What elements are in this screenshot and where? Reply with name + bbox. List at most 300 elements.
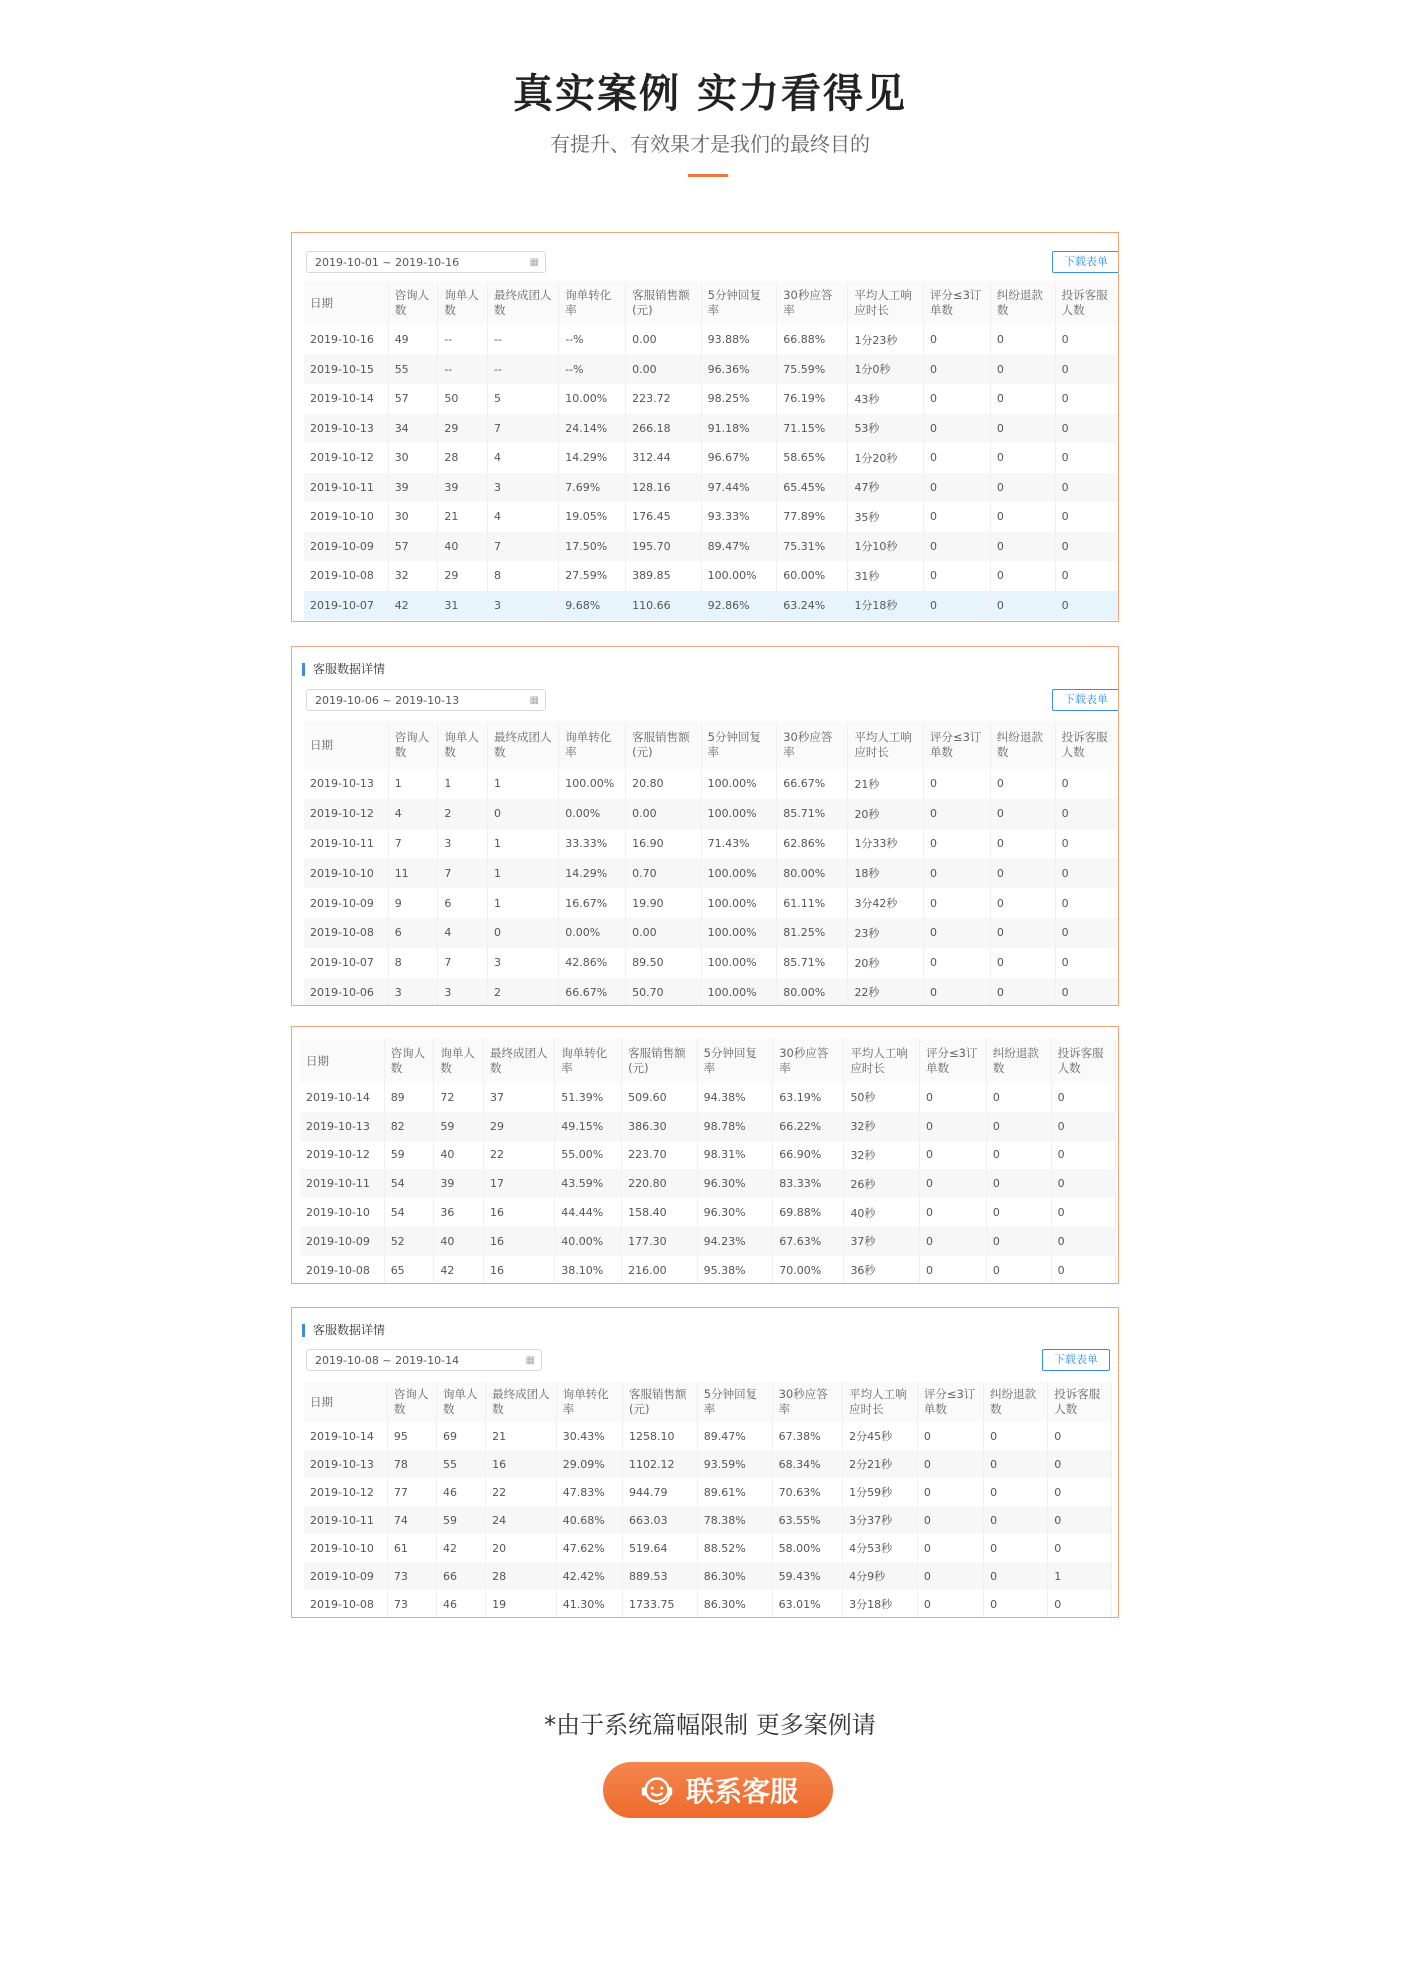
table-cell: 0 xyxy=(923,591,990,621)
table-cell: 0 xyxy=(487,918,558,948)
table-cell: 93.88% xyxy=(701,325,777,355)
table-cell: 0 xyxy=(990,561,1055,591)
column-header: 评分≤3订单数 xyxy=(923,281,990,325)
table-cell: 83.33% xyxy=(773,1169,844,1198)
table-cell: 77.89% xyxy=(777,502,848,532)
table-cell: 0 xyxy=(990,978,1055,1006)
hero-divider xyxy=(688,174,728,177)
table-cell: 0 xyxy=(923,561,990,591)
date-range-text: 2019-10-08 ~ 2019-10-14 xyxy=(315,1354,460,1367)
table-cell: 0 xyxy=(923,414,990,444)
table-row[interactable] xyxy=(304,473,1119,503)
table-header-row xyxy=(304,1382,1112,1422)
table-cell: 29 xyxy=(438,561,488,591)
table-cell: 3分37秒 xyxy=(843,1506,918,1534)
table-cell: 39 xyxy=(434,1169,484,1198)
table-cell: 0 xyxy=(1055,384,1119,414)
table-cell: 0 xyxy=(919,1141,986,1170)
table-cell: 98.78% xyxy=(697,1112,773,1141)
table-cell: 2019-10-13 xyxy=(304,1450,387,1478)
table-cell: 89.47% xyxy=(701,532,777,562)
column-header: 评分≤3订单数 xyxy=(917,1382,983,1422)
table-cell: 55 xyxy=(437,1450,486,1478)
table-cell: 0 xyxy=(984,1562,1048,1590)
table-cell: 67.63% xyxy=(773,1227,844,1256)
table-row[interactable] xyxy=(304,799,1119,829)
table-cell: 31 xyxy=(438,591,488,621)
table-cell: 69.88% xyxy=(773,1198,844,1227)
case-panel-3 xyxy=(291,1026,1119,1284)
table-cell: --% xyxy=(559,325,626,355)
table-cell: 96.30% xyxy=(697,1198,773,1227)
table-cell: 0 xyxy=(917,1422,983,1450)
table-cell: 68.34% xyxy=(772,1450,843,1478)
table-row[interactable] xyxy=(304,561,1119,591)
table-row[interactable] xyxy=(304,384,1119,414)
table-cell: 3分18秒 xyxy=(843,1590,918,1618)
table-row[interactable] xyxy=(300,1141,1116,1170)
table-cell: 91.18% xyxy=(701,414,777,444)
table-row[interactable] xyxy=(304,502,1119,532)
table-row[interactable] xyxy=(304,769,1119,799)
table-cell: 0 xyxy=(923,769,990,799)
table-cell: 3分42秒 xyxy=(848,888,924,918)
table-cell: 2019-10-07 xyxy=(304,591,388,621)
table-cell: 0 xyxy=(986,1227,1051,1256)
column-header: 客服销售额(元) xyxy=(622,1382,697,1422)
table-cell: 220.80 xyxy=(622,1169,698,1198)
table-cell: 0 xyxy=(1055,325,1119,355)
table-cell: 66.88% xyxy=(777,325,848,355)
table-cell: 519.64 xyxy=(622,1534,697,1562)
table-cell: 57 xyxy=(388,532,438,562)
table-cell: 2019-10-10 xyxy=(304,1534,387,1562)
table-cell: 47.83% xyxy=(556,1478,622,1506)
table-cell: 0 xyxy=(923,384,990,414)
table-cell: 0 xyxy=(1055,532,1119,562)
table-cell: 58.65% xyxy=(777,443,848,473)
table-cell: 4 xyxy=(388,799,438,829)
table-cell: 1 xyxy=(1048,1562,1112,1590)
table-cell: 0 xyxy=(1055,888,1119,918)
table-cell: 50秒 xyxy=(844,1083,920,1112)
table-cell: 22 xyxy=(483,1141,554,1170)
table-cell: 0 xyxy=(917,1534,983,1562)
table-cell: 0 xyxy=(1048,1506,1112,1534)
column-header: 30秒应答率 xyxy=(777,281,848,325)
table-cell: 0 xyxy=(984,1506,1048,1534)
table-cell: 73 xyxy=(387,1590,436,1618)
hero-title: 真实案例 实力看得见 xyxy=(513,71,907,117)
table-cell: -- xyxy=(438,325,488,355)
table-row[interactable] xyxy=(300,1112,1116,1141)
table-cell: 80.00% xyxy=(777,858,848,888)
table-cell: 889.53 xyxy=(622,1562,697,1590)
table-cell: 16 xyxy=(486,1450,557,1478)
table-cell: 0 xyxy=(990,888,1055,918)
table-cell: 1 xyxy=(438,769,488,799)
table-cell: 0 xyxy=(990,948,1055,978)
customer-service-icon xyxy=(638,1771,676,1809)
column-header: 纠纷退款数 xyxy=(984,1382,1048,1422)
table-cell: 92.86% xyxy=(701,591,777,621)
table-row[interactable] xyxy=(304,591,1119,621)
table-cell: 0 xyxy=(1048,1534,1112,1562)
table-cell: 100.00% xyxy=(701,978,777,1006)
table-cell: 100.00% xyxy=(701,948,777,978)
table-cell: 3 xyxy=(438,978,488,1006)
table-row[interactable] xyxy=(304,1478,1112,1506)
column-header: 投诉客服人数 xyxy=(1051,1039,1116,1083)
table-cell: 0 xyxy=(923,948,990,978)
table-cell: 82 xyxy=(384,1112,434,1141)
table-cell: 29 xyxy=(483,1112,554,1141)
table-cell: 0 xyxy=(1055,799,1119,829)
table-row[interactable] xyxy=(300,1227,1116,1256)
table-cell: -- xyxy=(438,355,488,385)
table-cell: 0 xyxy=(990,355,1055,385)
table-cell: 4 xyxy=(487,443,558,473)
table-cell: 1分20秒 xyxy=(848,443,924,473)
table-cell: 71.15% xyxy=(777,414,848,444)
table-cell: 42 xyxy=(388,591,438,621)
table-cell: 19.90 xyxy=(626,888,702,918)
table-cell: 3 xyxy=(487,473,558,503)
table-cell: 63.55% xyxy=(772,1506,843,1534)
table-cell: 1258.10 xyxy=(622,1422,697,1450)
table-cell: 20秒 xyxy=(848,948,924,978)
table-cell: 0 xyxy=(1051,1227,1116,1256)
table-cell: 66.67% xyxy=(777,769,848,799)
table-cell: 32 xyxy=(388,561,438,591)
table-cell: 47秒 xyxy=(848,473,924,503)
column-header: 询单转化率 xyxy=(559,281,626,325)
table-cell: 0 xyxy=(984,1478,1048,1506)
table-row[interactable] xyxy=(304,858,1119,888)
table-cell: 32秒 xyxy=(844,1141,920,1170)
table-cell: 16 xyxy=(483,1198,554,1227)
table-cell: 54 xyxy=(384,1169,434,1198)
panel-title: 客服数据详情 xyxy=(302,663,385,676)
table-cell: 0 xyxy=(923,858,990,888)
table-cell: 75.31% xyxy=(777,532,848,562)
table-cell: 80.00% xyxy=(777,978,848,1006)
column-header: 最终成团人数 xyxy=(487,281,558,325)
table-cell: 663.03 xyxy=(622,1506,697,1534)
table-cell: 0.00 xyxy=(626,325,702,355)
table-cell: 312.44 xyxy=(626,443,702,473)
column-header: 投诉客服人数 xyxy=(1048,1382,1112,1422)
table-cell: 98.25% xyxy=(701,384,777,414)
table-cell: 158.40 xyxy=(622,1198,698,1227)
table-row[interactable] xyxy=(304,948,1119,978)
table-cell: 70.63% xyxy=(772,1478,843,1506)
table-cell: 0 xyxy=(990,414,1055,444)
table-cell: 2019-10-13 xyxy=(304,414,388,444)
table-cell: 0 xyxy=(1048,1422,1112,1450)
table-cell: 110.66 xyxy=(626,591,702,621)
table-cell: 57 xyxy=(388,384,438,414)
table-row[interactable] xyxy=(304,1450,1112,1478)
table-cell: 0 xyxy=(1051,1112,1116,1141)
table-cell: 0 xyxy=(1051,1256,1116,1284)
table-cell: 0 xyxy=(1055,443,1119,473)
table-cell: 37秒 xyxy=(844,1227,920,1256)
column-header: 询单转化率 xyxy=(559,721,626,769)
table-cell: 1分23秒 xyxy=(848,325,924,355)
table-cell: 0.00 xyxy=(626,355,702,385)
table-cell: 36 xyxy=(434,1198,484,1227)
table-cell: 0 xyxy=(1051,1141,1116,1170)
table-header-row xyxy=(300,1039,1116,1083)
table-row[interactable] xyxy=(304,1534,1112,1562)
download-button[interactable]: 下载表单 xyxy=(1042,1349,1110,1371)
table-cell: 0 xyxy=(923,532,990,562)
case-panel-4 xyxy=(291,1307,1119,1618)
table-cell: -- xyxy=(487,325,558,355)
column-header: 纠纷退款数 xyxy=(990,721,1055,769)
column-header: 投诉客服人数 xyxy=(1055,281,1119,325)
table-row[interactable] xyxy=(304,829,1119,859)
table-cell: 46 xyxy=(437,1478,486,1506)
table-cell: 0 xyxy=(990,858,1055,888)
table-row[interactable] xyxy=(304,1562,1112,1590)
column-header: 询单人数 xyxy=(434,1039,484,1083)
column-header: 最终成团人数 xyxy=(487,721,558,769)
table-cell: 74 xyxy=(387,1506,436,1534)
table-cell: 40.00% xyxy=(555,1227,622,1256)
table-cell: 1 xyxy=(487,769,558,799)
table-cell: 16.90 xyxy=(626,829,702,859)
date-range-picker[interactable] xyxy=(306,689,546,711)
table-cell: 7 xyxy=(388,829,438,859)
contact-service-label: 联系客服 xyxy=(685,1775,798,1808)
table-cell: 0 xyxy=(986,1083,1051,1112)
table-cell: 28 xyxy=(486,1562,557,1590)
download-button[interactable]: 下载表单 xyxy=(1052,251,1119,273)
table-cell: 2019-10-14 xyxy=(300,1083,384,1112)
table-cell: 389.85 xyxy=(626,561,702,591)
table-cell: 63.01% xyxy=(772,1590,843,1618)
table-cell: 40 xyxy=(434,1227,484,1256)
date-range-picker[interactable] xyxy=(306,1349,542,1371)
table-cell: 0 xyxy=(986,1169,1051,1198)
table-row[interactable] xyxy=(304,1506,1112,1534)
table-cell: 7 xyxy=(438,948,488,978)
table-cell: 16 xyxy=(483,1256,554,1284)
table-cell: 944.79 xyxy=(622,1478,697,1506)
table-cell: 0 xyxy=(917,1450,983,1478)
table-cell: 7.69% xyxy=(559,473,626,503)
table-cell: 19.05% xyxy=(559,502,626,532)
table-cell: 41.30% xyxy=(556,1590,622,1618)
table-cell: 75.59% xyxy=(777,355,848,385)
table-cell: 40 xyxy=(434,1141,484,1170)
table-cell: 0 xyxy=(1051,1083,1116,1112)
table-cell: 2分21秒 xyxy=(843,1450,918,1478)
table-cell: 509.60 xyxy=(622,1083,698,1112)
table-cell: 0 xyxy=(986,1141,1051,1170)
column-header: 咨询人数 xyxy=(388,721,438,769)
table-cell: 1分18秒 xyxy=(848,591,924,621)
column-header: 最终成团人数 xyxy=(486,1382,557,1422)
table-cell: 32秒 xyxy=(844,1112,920,1141)
table-cell: 40 xyxy=(438,532,488,562)
table-cell: 17.50% xyxy=(559,532,626,562)
table-cell: 0 xyxy=(917,1506,983,1534)
column-header: 平均人工响应时长 xyxy=(848,281,924,325)
table-cell: 17 xyxy=(483,1169,554,1198)
table-cell: 27.59% xyxy=(559,561,626,591)
table-cell: 7 xyxy=(487,414,558,444)
table-cell: 2019-10-08 xyxy=(300,1256,384,1284)
table-cell: 19 xyxy=(486,1590,557,1618)
table-cell: 20.80 xyxy=(626,769,702,799)
table-cell: 0.70 xyxy=(626,858,702,888)
table-cell: 0 xyxy=(1055,948,1119,978)
table-cell: 2019-10-11 xyxy=(304,473,388,503)
table-cell: 23秒 xyxy=(848,918,924,948)
column-header: 询单人数 xyxy=(438,721,488,769)
table-cell: 49 xyxy=(388,325,438,355)
table-row[interactable] xyxy=(304,355,1119,385)
table-cell: -- xyxy=(487,355,558,385)
table-cell: 2019-10-13 xyxy=(300,1112,384,1141)
table-row[interactable] xyxy=(304,532,1119,562)
table-cell: 0 xyxy=(923,502,990,532)
table-cell: 7 xyxy=(438,858,488,888)
column-header: 评分≤3订单数 xyxy=(923,721,990,769)
table-cell: 42.42% xyxy=(556,1562,622,1590)
column-header: 日期 xyxy=(304,1382,387,1422)
table-row[interactable] xyxy=(304,1422,1112,1450)
table-cell: 89.50 xyxy=(626,948,702,978)
table-cell: 61 xyxy=(387,1534,436,1562)
table-row[interactable] xyxy=(304,1590,1112,1618)
column-header: 纠纷退款数 xyxy=(986,1039,1051,1083)
table-row[interactable] xyxy=(304,978,1119,1006)
table-cell: 96.67% xyxy=(701,443,777,473)
contact-service-button[interactable] xyxy=(603,1762,833,1818)
table-cell: 98.31% xyxy=(697,1141,773,1170)
table-cell: 47.62% xyxy=(556,1534,622,1562)
table-cell: 0 xyxy=(990,325,1055,355)
table-cell: 16 xyxy=(483,1227,554,1256)
table-cell: 0 xyxy=(919,1227,986,1256)
table-cell: 0 xyxy=(990,769,1055,799)
table-row[interactable] xyxy=(300,1083,1116,1112)
table-cell: 2019-10-10 xyxy=(300,1198,384,1227)
table-cell: 30 xyxy=(388,443,438,473)
data-table xyxy=(304,1382,1112,1618)
table-cell: 59 xyxy=(434,1112,484,1141)
table-cell: 36秒 xyxy=(844,1256,920,1284)
table-cell: 0 xyxy=(923,473,990,503)
column-header: 日期 xyxy=(300,1039,384,1083)
table-cell: 4分53秒 xyxy=(843,1534,918,1562)
table-row[interactable] xyxy=(300,1256,1116,1284)
table-cell: 61.11% xyxy=(777,888,848,918)
table-cell: 2019-10-14 xyxy=(304,384,388,414)
table-cell: 0 xyxy=(1055,502,1119,532)
column-header: 30秒应答率 xyxy=(777,721,848,769)
table-cell: 0 xyxy=(923,355,990,385)
case-panel-1 xyxy=(291,232,1119,622)
table-cell: 9 xyxy=(388,888,438,918)
table-cell: 97.44% xyxy=(701,473,777,503)
table-cell: 2019-10-16 xyxy=(304,325,388,355)
table-cell: 55.00% xyxy=(555,1141,622,1170)
table-row[interactable] xyxy=(304,414,1119,444)
table-cell: 46 xyxy=(437,1590,486,1618)
table-cell: 53秒 xyxy=(848,414,924,444)
table-cell: 89 xyxy=(384,1083,434,1112)
table-row[interactable] xyxy=(304,443,1119,473)
table-cell: 29 xyxy=(438,414,488,444)
table-row[interactable] xyxy=(300,1198,1116,1227)
table-cell: 40.68% xyxy=(556,1506,622,1534)
table-cell: 0 xyxy=(1055,591,1119,621)
date-range-text: 2019-10-06 ~ 2019-10-13 xyxy=(315,694,460,707)
table-cell: 86.30% xyxy=(697,1562,772,1590)
table-row[interactable] xyxy=(304,325,1119,355)
table-cell: 0 xyxy=(919,1198,986,1227)
table-cell: 0 xyxy=(923,799,990,829)
table-cell: 2 xyxy=(438,799,488,829)
download-button[interactable]: 下载表单 xyxy=(1052,689,1119,711)
table-cell: 176.45 xyxy=(626,502,702,532)
table-cell: 0 xyxy=(923,888,990,918)
table-row[interactable] xyxy=(304,918,1119,948)
panel-title: 客服数据详情 xyxy=(302,1324,385,1337)
table-cell: 65 xyxy=(384,1256,434,1284)
table-header-row xyxy=(304,281,1119,325)
table-cell: 0 xyxy=(1055,918,1119,948)
column-header: 客服销售额(元) xyxy=(626,721,702,769)
table-cell: 37 xyxy=(483,1083,554,1112)
table-cell: 2019-10-06 xyxy=(304,978,388,1006)
table-cell: 39 xyxy=(438,473,488,503)
table-cell: 0 xyxy=(990,591,1055,621)
table-cell: 2019-10-09 xyxy=(300,1227,384,1256)
table-cell: 6 xyxy=(438,888,488,918)
date-range-picker[interactable] xyxy=(306,251,546,273)
table-cell: 81.25% xyxy=(777,918,848,948)
table-cell: 72 xyxy=(434,1083,484,1112)
table-cell: 28 xyxy=(438,443,488,473)
table-cell: 69 xyxy=(437,1422,486,1450)
table-cell: 0 xyxy=(487,799,558,829)
table-cell: 59.43% xyxy=(772,1562,843,1590)
table-cell: 21 xyxy=(438,502,488,532)
column-header: 咨询人数 xyxy=(388,281,438,325)
table-cell: 0 xyxy=(984,1534,1048,1562)
table-cell: 0.00 xyxy=(626,799,702,829)
table-cell: 0 xyxy=(919,1083,986,1112)
table-cell: 8 xyxy=(487,561,558,591)
table-cell: 65.45% xyxy=(777,473,848,503)
column-header: 询单人数 xyxy=(437,1382,486,1422)
table-cell: 0 xyxy=(917,1590,983,1618)
table-cell: 49.15% xyxy=(555,1112,622,1141)
table-cell: 63.19% xyxy=(773,1083,844,1112)
table-cell: 1分0秒 xyxy=(848,355,924,385)
table-row[interactable] xyxy=(300,1169,1116,1198)
table-cell: 2分45秒 xyxy=(843,1422,918,1450)
table-row[interactable] xyxy=(304,888,1119,918)
table-cell: 21秒 xyxy=(848,769,924,799)
table-cell: 2 xyxy=(487,978,558,1006)
